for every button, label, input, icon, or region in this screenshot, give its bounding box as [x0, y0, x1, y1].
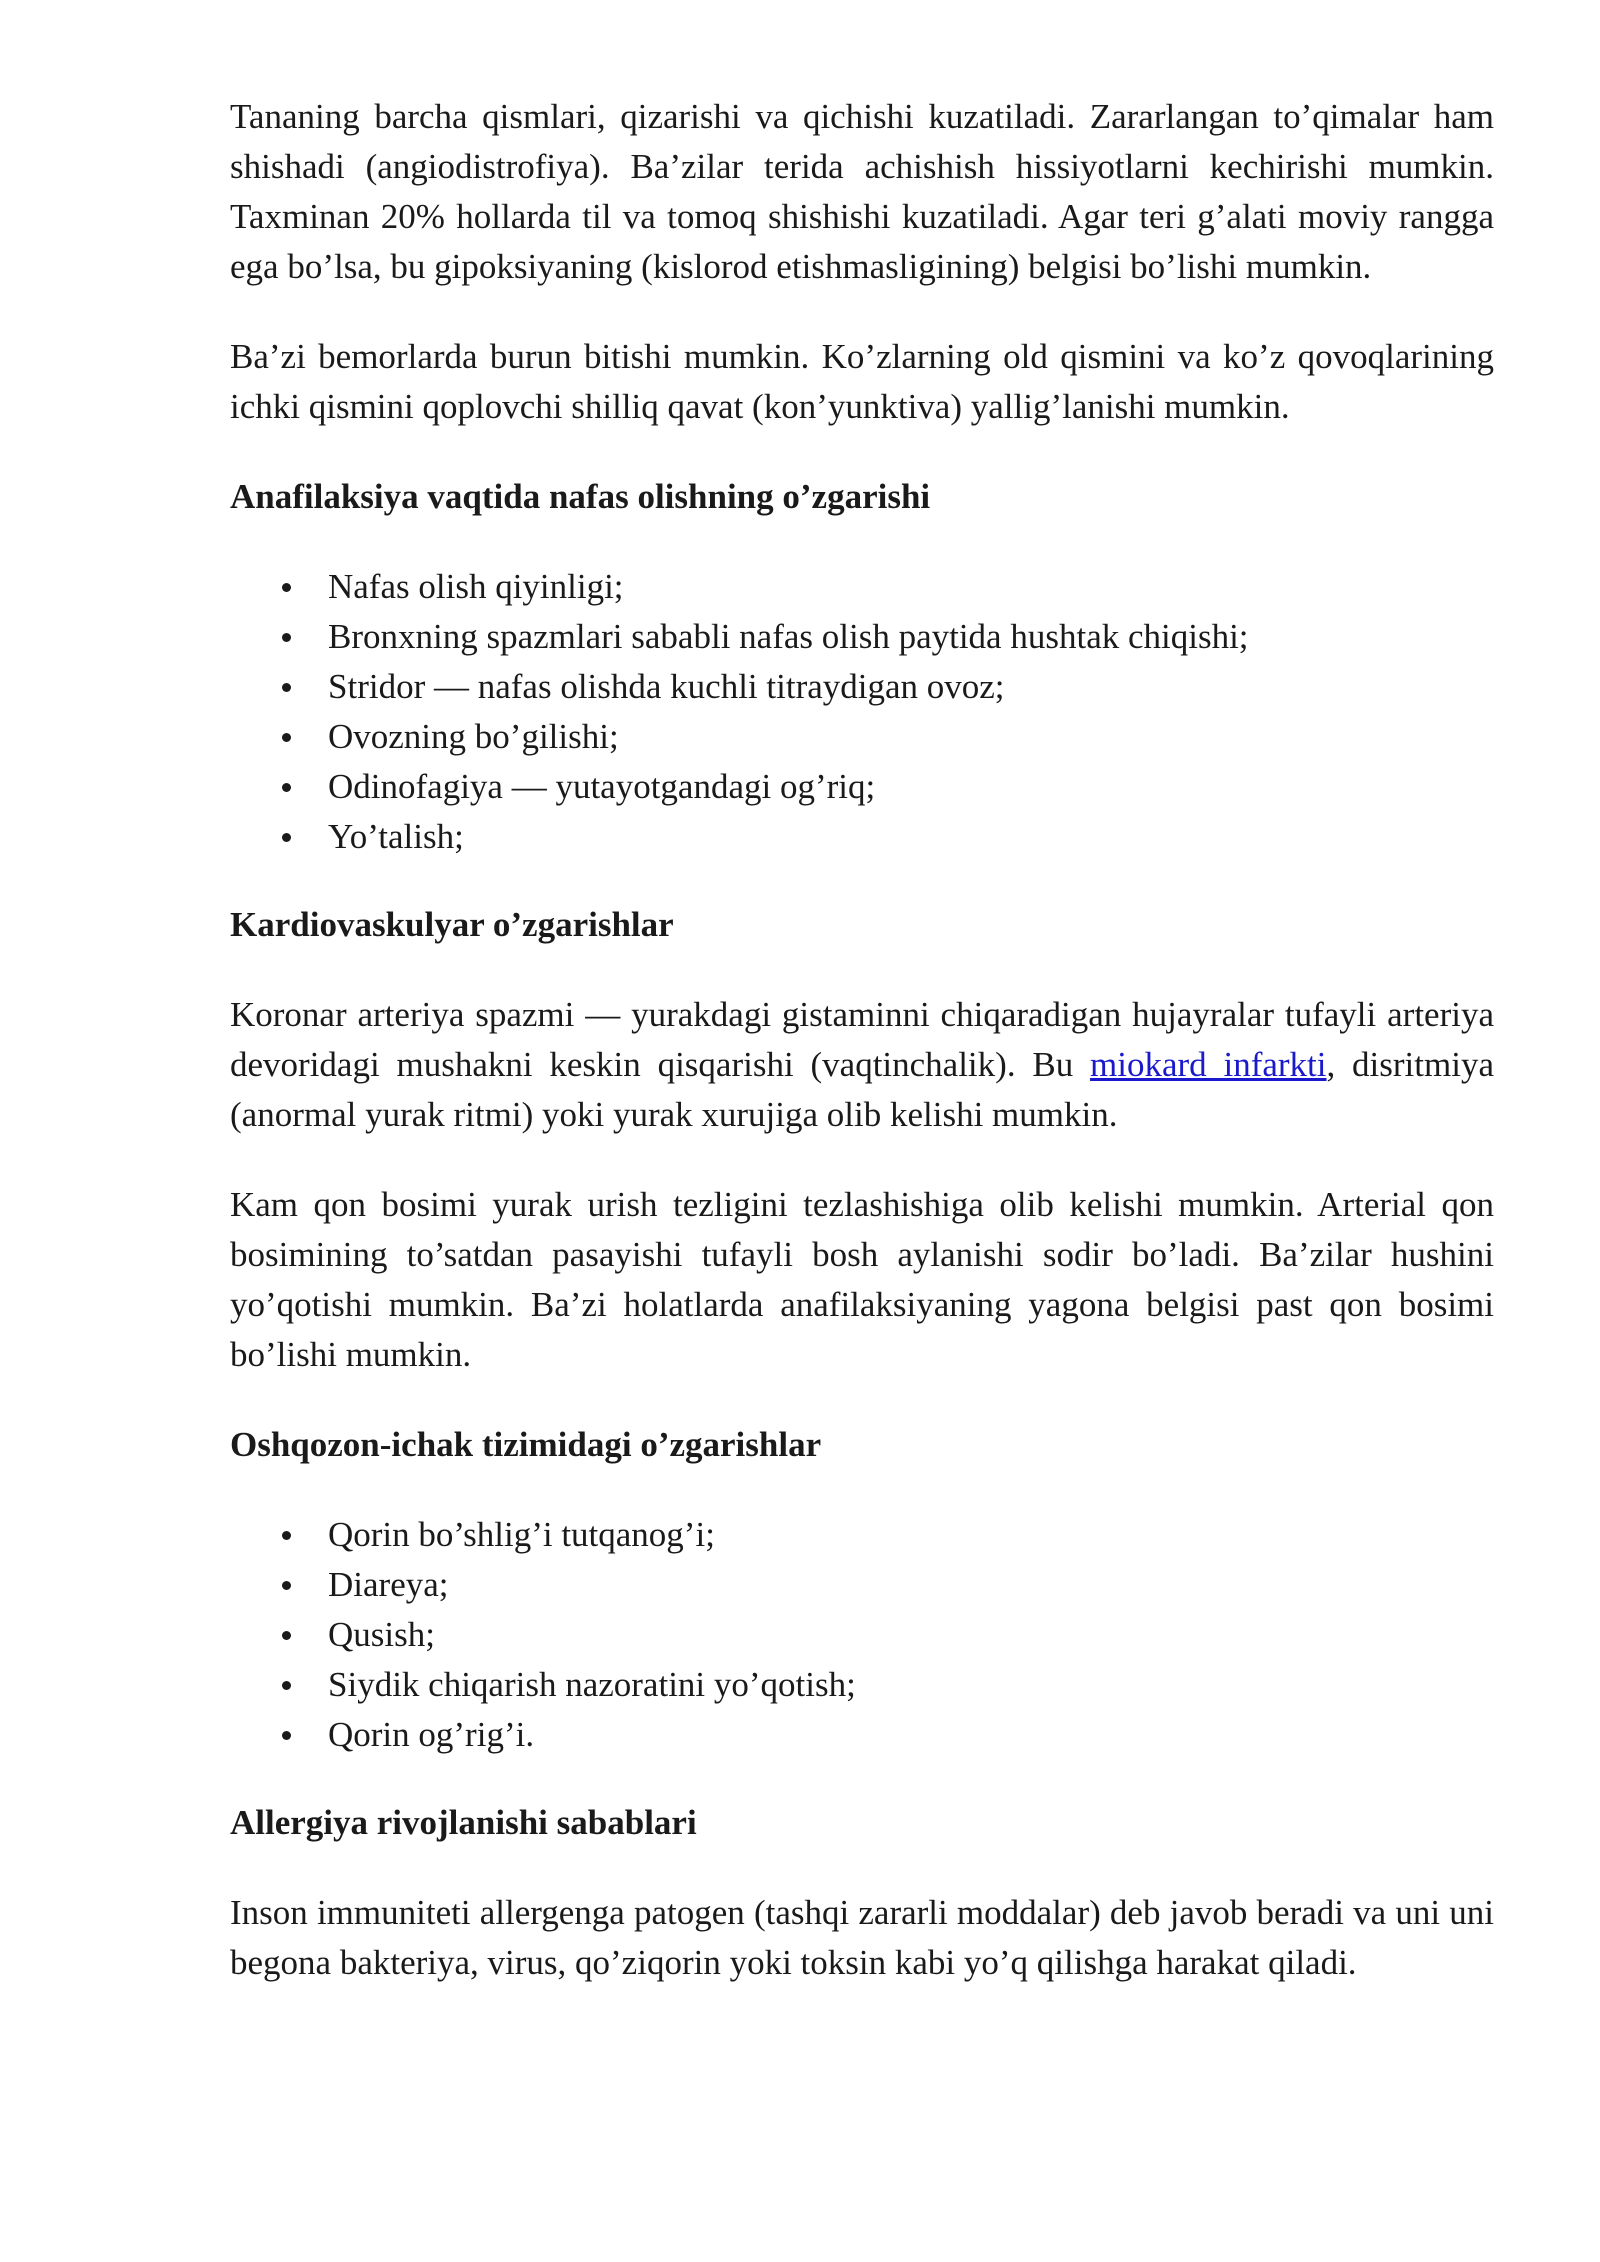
bullet-icon — [282, 1581, 291, 1590]
bullet-icon — [282, 783, 291, 792]
document-page — [230, 92, 1494, 2028]
paragraph-text: Koronar arteriya spazmi — yurakdagi gistaminni chiqaradigan hujayralar tufayli arteriya devoridagi mushakni keskin qisqarishi (vaqtinchalik). Bu — [230, 995, 1494, 1084]
gi-symptoms-list — [230, 1510, 1494, 1760]
paragraph-skin-symptoms: Tananing barcha qismlari, qizarishi va qichishi kuzatiladi. Zararlangan to’qimalar ham shishadi (angiodistrofiya). Ba’zilar terida achishish hissiyotlarni kechirishi mumkin. Taxminan 20% hollarda til va tomoq shishishi kuzatiladi. Agar teri g’alati moviy rangga ega bo’lsa, bu gipoksiyaning (kislorod etishmasligining) belgisi bo’lishi mumkin. — [230, 97, 1494, 286]
list-item — [230, 1560, 1494, 1610]
list-item-text: Yo’talish; — [328, 817, 464, 856]
paragraph-nasal-eye-symptoms: Ba’zi bemorlarda burun bitishi mumkin. Ko’zlarning old qismini va ko’z qovoqlarining ichki qismini qoplovchi shilliq qavat (kon’yunktiva) yallig’lanishi mumkin. — [230, 337, 1494, 426]
paragraph-low-blood-pressure: Kam qon bosimi yurak urish tezligini tezlashishiga olib kelishi mumkin. Arterial qon bosimining to’satdan pasayishi tufayli bosh aylanishi sodir bo’ladi. Ba’zilar hushini yo’qotishi mumkin. Ba’zi holatlarda anafilaksiyaning yagona belgisi past qon bosimi bo’lishi mumkin. — [230, 1185, 1494, 1374]
heading-allergy-causes: Allergiya rivojlanishi sabablari — [230, 1803, 697, 1842]
list-item-text: Qusish; — [328, 1615, 435, 1654]
list-item-text: Siydik chiqarish nazoratini yo’qotish; — [328, 1665, 856, 1704]
list-item — [230, 762, 1494, 812]
list-item-text: Bronxning spazmlari sababli nafas olish paytida hushtak chiqishi; — [328, 617, 1249, 656]
bullet-icon — [282, 683, 291, 692]
bullet-icon — [282, 733, 291, 742]
list-item — [230, 612, 1494, 662]
heading-breathing-changes: Anafilaksiya vaqtida nafas olishning o’zgarishi — [230, 477, 931, 516]
list-item-text: Qorin bo’shlig’i tutqanog’i; — [328, 1515, 715, 1554]
list-item — [230, 1710, 1494, 1760]
list-item-text: Nafas olish qiyinligi; — [328, 567, 624, 606]
list-item — [230, 562, 1494, 612]
breathing-symptoms-list — [230, 562, 1494, 862]
miokard-infarkti-link[interactable]: miokard infarkti — [1090, 1045, 1327, 1084]
list-item — [230, 712, 1494, 762]
bullet-icon — [282, 1681, 291, 1690]
paragraph-text: , disritmiya (anormal yurak ritmi) yoki yurak xurujiga olib kelishi mumkin. — [230, 1045, 1494, 1134]
heading-cardiovascular-changes: Kardiovaskulyar o’zgarishlar — [230, 905, 674, 944]
list-item — [230, 662, 1494, 712]
list-item-text: Qorin og’rig’i. — [328, 1715, 535, 1754]
list-item-text: Stridor — nafas olishda kuchli titraydigan ovoz; — [328, 667, 1005, 706]
list-item-text: Diareya; — [328, 1565, 449, 1604]
heading-gi-changes: Oshqozon-ichak tizimidagi o’zgarishlar — [230, 1425, 822, 1464]
paragraph-coronary-spasm — [230, 990, 1494, 1140]
bullet-icon — [282, 633, 291, 642]
paragraph-immune-response: Inson immuniteti allergenga patogen (tashqi zararli moddalar) deb javob beradi va uni uni begona bakteriya, virus, qo’ziqorin yoki toksin kabi yo’q qilishga harakat qiladi. — [230, 1893, 1494, 1982]
bullet-icon — [282, 583, 291, 592]
list-item-text: Odinofagiya — yutayotgandagi og’riq; — [328, 767, 876, 806]
list-item — [230, 1660, 1494, 1710]
bullet-icon — [282, 1531, 291, 1540]
bullet-icon — [282, 1631, 291, 1640]
list-item-text: Ovozning bo’gilishi; — [328, 717, 619, 756]
list-item — [230, 1610, 1494, 1660]
list-item — [230, 1510, 1494, 1560]
bullet-icon — [282, 833, 291, 842]
bullet-icon — [282, 1731, 291, 1740]
list-item — [230, 812, 1494, 862]
